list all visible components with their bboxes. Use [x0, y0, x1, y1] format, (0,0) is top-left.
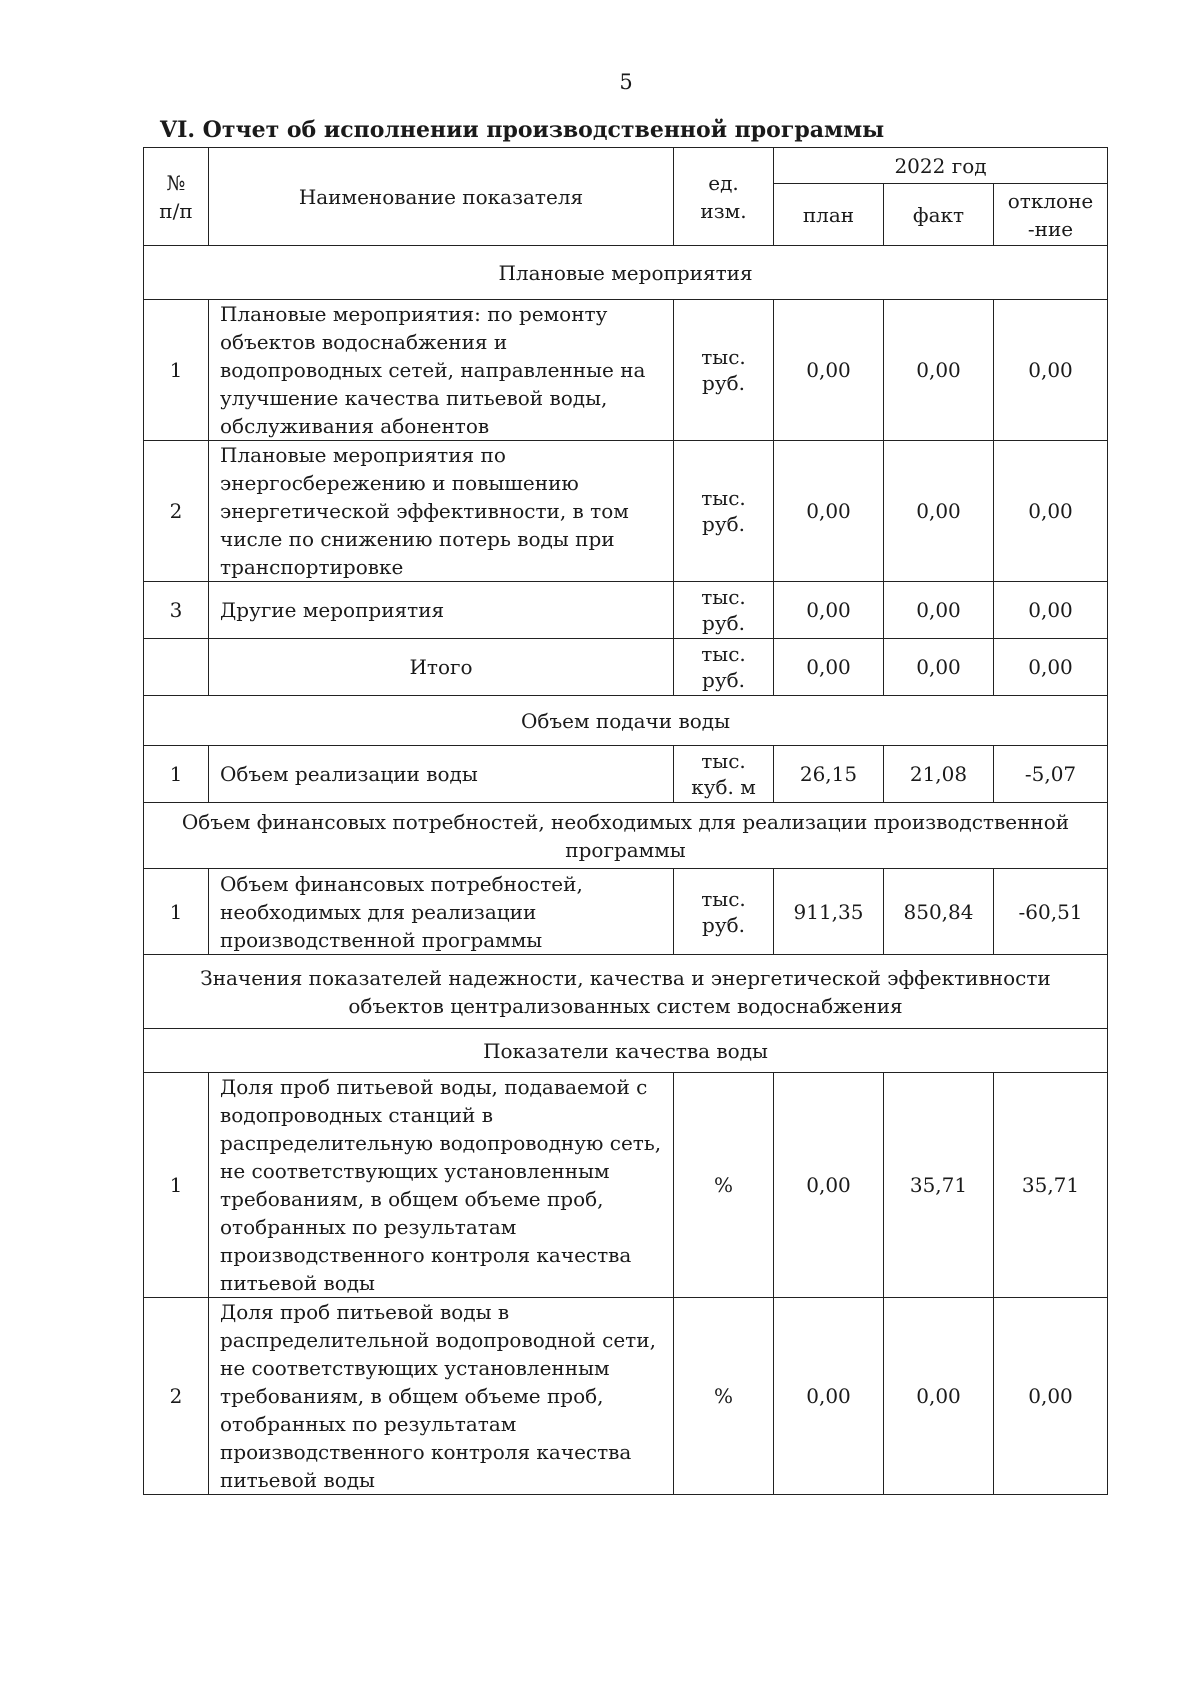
header-deviation: отклоне -ние	[994, 184, 1108, 246]
section-title-cell: Плановые мероприятия	[144, 246, 1108, 300]
row-unit: тыс. руб.	[674, 300, 774, 441]
section-row	[144, 696, 1108, 746]
table-row	[144, 746, 1108, 803]
table-row	[144, 869, 1108, 955]
row-unit: %	[674, 1298, 774, 1495]
section-row	[144, 1029, 1108, 1073]
row-deviation: 0,00	[994, 441, 1108, 582]
row-plan: 0,00	[774, 441, 884, 582]
row-unit: тыс. руб.	[674, 869, 774, 955]
row-deviation: -5,07	[994, 746, 1108, 803]
row-number: 1	[144, 1073, 209, 1298]
header-unit: ед. изм.	[674, 148, 774, 246]
section-row	[144, 803, 1108, 869]
row-fact: 21,08	[884, 746, 994, 803]
row-plan: 26,15	[774, 746, 884, 803]
table-row	[144, 1298, 1108, 1495]
header-name: Наименование показателя	[209, 148, 674, 246]
production-program-table	[143, 147, 1108, 1495]
row-fact: 0,00	[884, 639, 994, 696]
row-number: 1	[144, 869, 209, 955]
row-plan: 0,00	[774, 300, 884, 441]
row-number: 2	[144, 1298, 209, 1495]
row-deviation: 0,00	[994, 1298, 1108, 1495]
row-deviation: 0,00	[994, 582, 1108, 639]
row-plan: 0,00	[774, 639, 884, 696]
row-fact: 0,00	[884, 300, 994, 441]
table-row	[144, 639, 1108, 696]
row-number: 3	[144, 582, 209, 639]
row-name: Другие мероприятия	[209, 582, 674, 639]
row-number: 1	[144, 300, 209, 441]
row-number	[144, 639, 209, 696]
row-unit: тыс. руб.	[674, 582, 774, 639]
row-number: 1	[144, 746, 209, 803]
table-row	[144, 1073, 1108, 1298]
row-fact: 35,71	[884, 1073, 994, 1298]
row-fact: 850,84	[884, 869, 994, 955]
header-fact: факт	[884, 184, 994, 246]
section-title: VI. Отчет об исполнении производственной программы	[160, 117, 885, 143]
row-unit: тыс. куб. м	[674, 746, 774, 803]
row-plan: 0,00	[774, 1073, 884, 1298]
row-fact: 0,00	[884, 1298, 994, 1495]
section-row	[144, 955, 1108, 1029]
section-title-cell: Показатели качества воды	[144, 1029, 1108, 1073]
header-plan: план	[774, 184, 884, 246]
section-row	[144, 246, 1108, 300]
row-unit: тыс. руб.	[674, 441, 774, 582]
row-name: Объем финансовых потребностей, необходимых для реализации производственной программы	[209, 869, 674, 955]
row-name: Доля проб питьевой воды, подаваемой с водопроводных станций в распределительную водопроводную сеть, не соответствующих установленным требованиям, в общем объеме проб, отобранных по результатам производственного контроля качества питьевой воды	[209, 1073, 674, 1298]
row-unit: %	[674, 1073, 774, 1298]
table-row	[144, 582, 1108, 639]
page-number: 5	[619, 70, 633, 94]
row-unit: тыс. руб.	[674, 639, 774, 696]
row-deviation: 35,71	[994, 1073, 1108, 1298]
row-name: Плановые мероприятия по энергосбережению и повышению энергетической эффективности, в том числе по снижению потерь воды при транспортировке	[209, 441, 674, 582]
table-row	[144, 441, 1108, 582]
header-num: № п/п	[144, 148, 209, 246]
section-title-cell: Объем финансовых потребностей, необходимых для реализации производственной программы	[144, 803, 1108, 869]
section-title-cell: Значения показателей надежности, качества и энергетической эффективности объектов централизованных систем водоснабжения	[144, 955, 1108, 1029]
row-name: Плановые мероприятия: по ремонту объектов водоснабжения и водопроводных сетей, направленные на улучшение качества питьевой воды, обслуживания абонентов	[209, 300, 674, 441]
row-name: Доля проб питьевой воды в распределительной водопроводной сети, не соответствующих установленным требованиям, в общем объеме проб, отобранных по результатам производственного контроля качества питьевой воды	[209, 1298, 674, 1495]
row-deviation: 0,00	[994, 300, 1108, 441]
row-fact: 0,00	[884, 582, 994, 639]
row-name: Итого	[209, 639, 674, 696]
header-year: 2022 год	[774, 148, 1108, 184]
row-fact: 0,00	[884, 441, 994, 582]
row-number: 2	[144, 441, 209, 582]
row-plan: 911,35	[774, 869, 884, 955]
row-name: Объем реализации воды	[209, 746, 674, 803]
row-plan: 0,00	[774, 1298, 884, 1495]
section-title-cell: Объем подачи воды	[144, 696, 1108, 746]
row-plan: 0,00	[774, 582, 884, 639]
row-deviation: -60,51	[994, 869, 1108, 955]
table-row	[144, 300, 1108, 441]
row-deviation: 0,00	[994, 639, 1108, 696]
